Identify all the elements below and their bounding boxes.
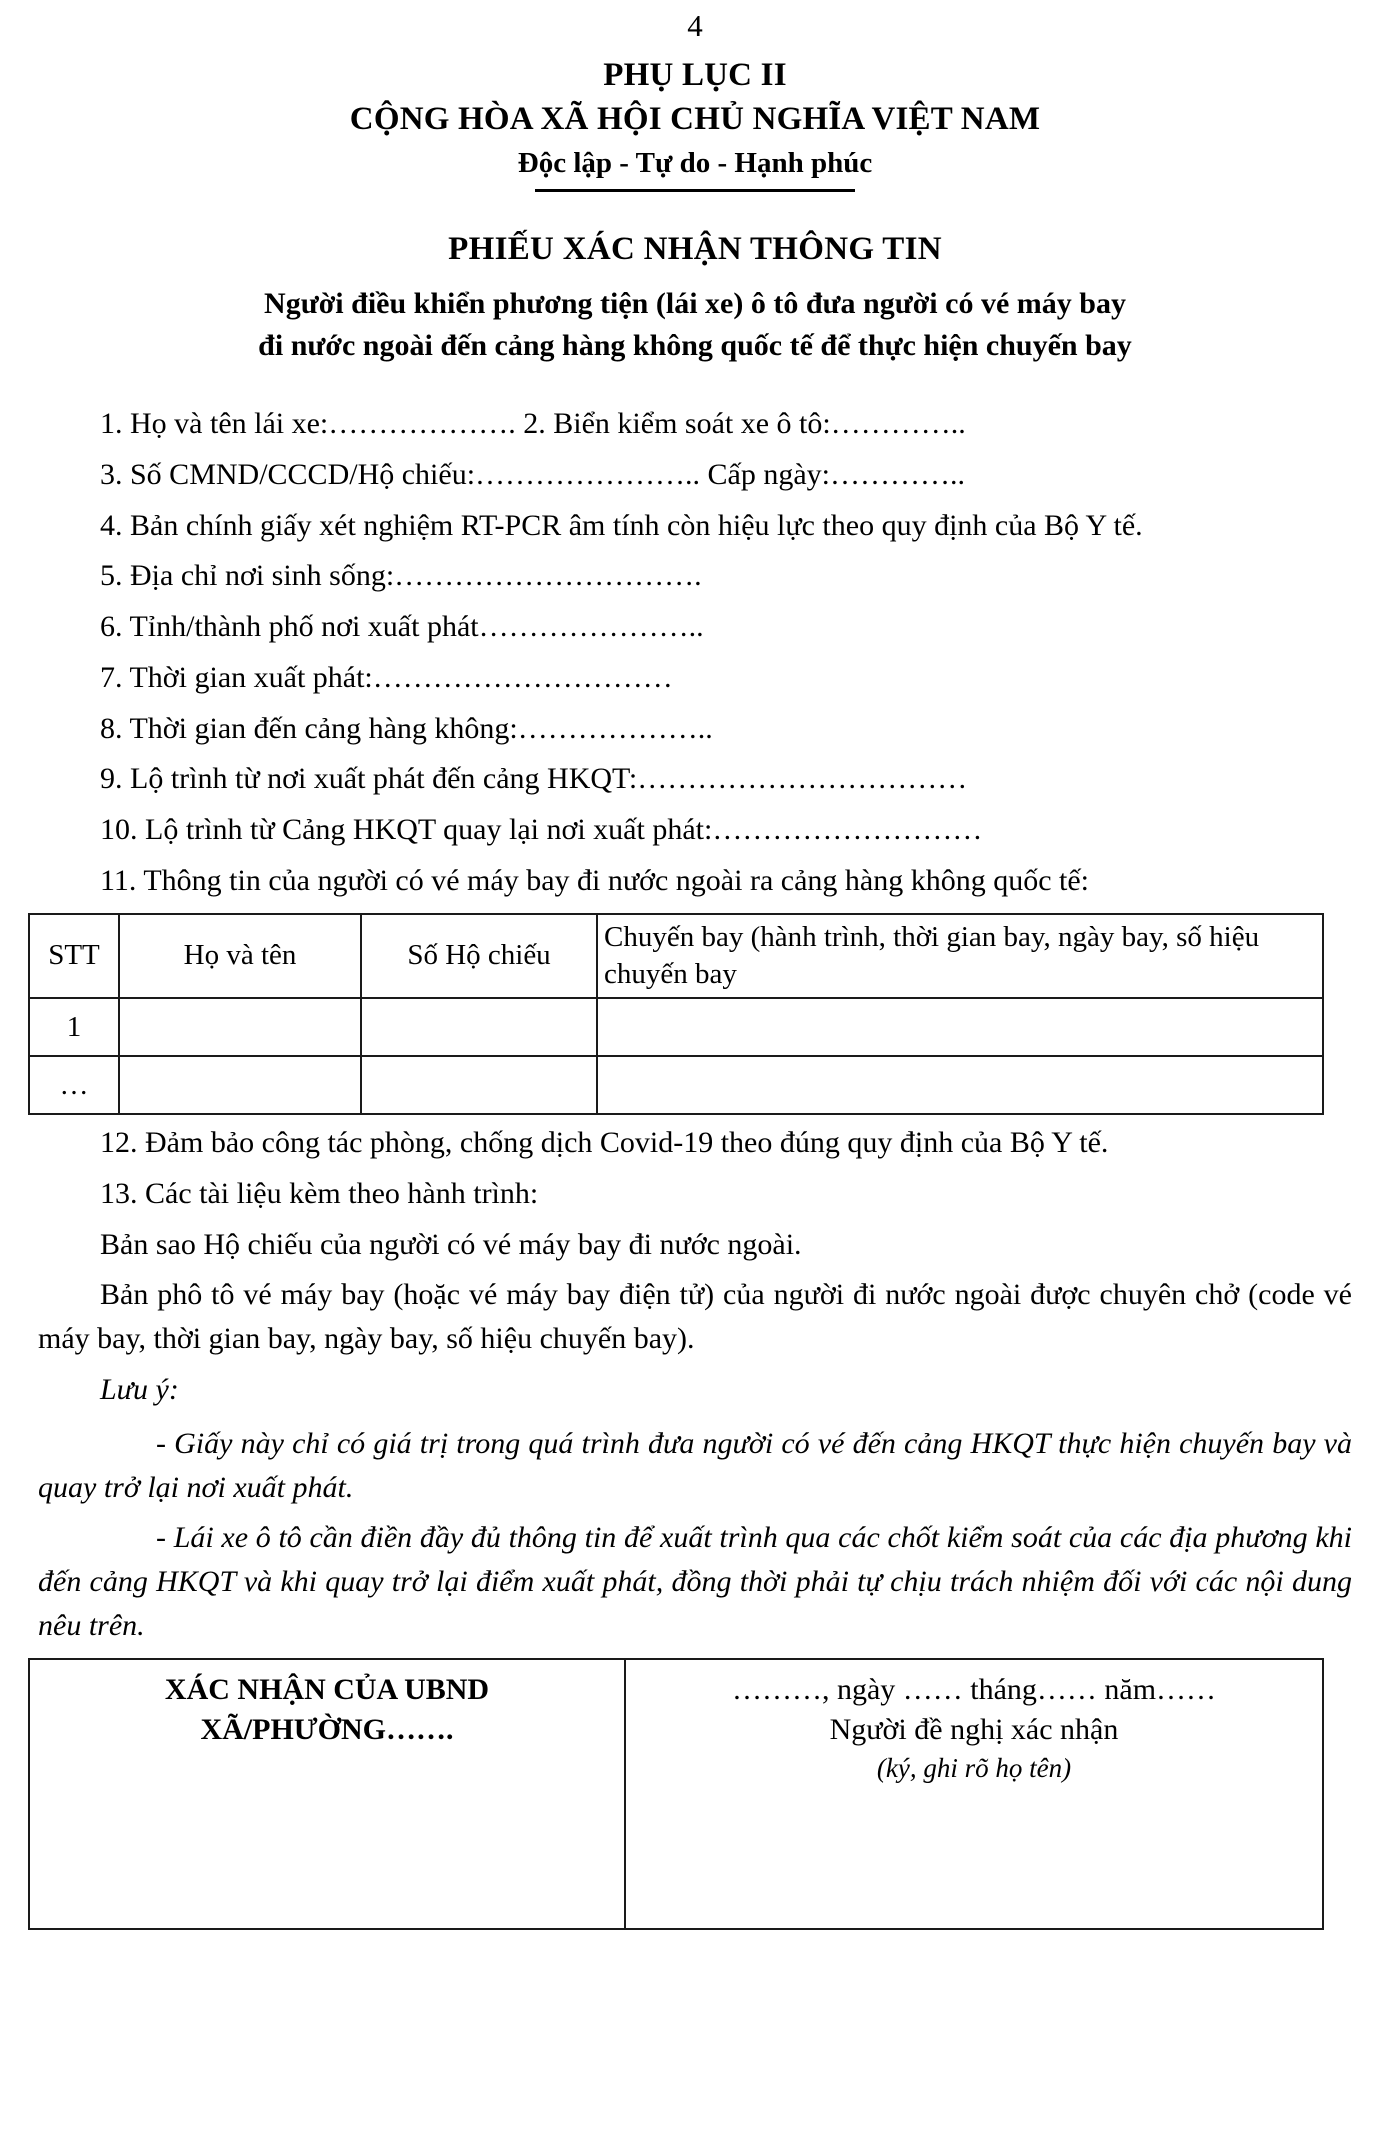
document-subtitle-line-2: đi nước ngoài đến cảng hàng không quốc tế để thực hiện chuyến bay <box>258 329 1132 363</box>
form-item-3: 3. Số CMND/CCCD/Hộ chiếu:………………….. Cấp ngày:………….. <box>100 457 966 491</box>
form-item-8: 8. Thời gian đến cảng hàng không:……………….. <box>100 711 713 745</box>
form-item-10: 10. Lộ trình từ Cảng HKQT quay lại nơi xuất phát:……………………… <box>100 813 983 847</box>
document-subtitle-line-1: Người điều khiển phương tiện (lái xe) ô tô đưa người có vé máy bay <box>264 286 1126 320</box>
form-item-1-2: 1. Họ và tên lái xe:………………. 2. Biển kiểm soát xe ô tô:………….. <box>100 406 966 440</box>
passenger-table <box>28 913 1324 1115</box>
form-item-7: 7. Thời gian xuất phát:………………………… <box>100 660 673 694</box>
form-items-continued <box>0 1121 1390 1361</box>
form-item-9: 9. Lộ trình từ nơi xuất phát đến cảng HKQT:…………………………… <box>100 762 968 796</box>
cell-passport[interactable] <box>361 998 597 1056</box>
cell-flight[interactable] <box>597 1056 1323 1114</box>
cell-stt: 1 <box>29 998 119 1056</box>
table-header-row <box>29 914 1323 998</box>
form-item-13: 13. Các tài liệu kèm theo hành trình: <box>100 1176 539 1210</box>
document-subtitle <box>0 283 1390 368</box>
page-number: 4 <box>687 8 703 43</box>
cell-passport[interactable] <box>361 1056 597 1114</box>
signature-hint: (ký, ghi rõ họ tên) <box>876 1753 1072 1784</box>
notes-section <box>0 1368 1390 1648</box>
document-header <box>0 55 1390 192</box>
motto-divider <box>535 189 855 192</box>
national-title: CỘNG HÒA XÃ HỘI CHỦ NGHĨA VIỆT NAM <box>349 101 1041 138</box>
form-item-13-doc-2: Bản phô tô vé máy bay (hoặc vé máy bay điện tử) của người đi nước ngoài được chuyên chở (code vé máy bay, thời gian bay, ngày bay, số hiệu chuyến bay). <box>38 1278 1352 1356</box>
form-item-13-doc-1: Bản sao Hộ chiếu của người có vé máy bay đi nước ngoài. <box>100 1227 802 1261</box>
cell-flight[interactable] <box>597 998 1323 1056</box>
form-item-4: 4. Bản chính giấy xét nghiệm RT-PCR âm tính còn hiệu lực theo quy định của Bộ Y tế. <box>100 508 1143 542</box>
signature-table <box>28 1658 1324 1930</box>
table-row[interactable] <box>29 998 1323 1056</box>
national-motto: Độc lập - Tự do - Hạnh phúc <box>517 147 873 180</box>
note-item-1: - Giấy này chỉ có giá trị trong quá trình đưa người có vé đến cảng HKQT thực hiện chuyến bay và quay trở lại nơi xuất phát. <box>38 1426 1352 1504</box>
form-item-11: 11. Thông tin của người có vé máy bay đi nước ngoài ra cảng hàng không quốc tế: <box>100 864 1090 898</box>
form-item-12: 12. Đảm bảo công tác phòng, chống dịch Covid-19 theo đúng quy định của Bộ Y tế. <box>100 1126 1109 1160</box>
authority-line-2: XÃ/PHƯỜNG……. <box>200 1713 454 1747</box>
form-item-6: 6. Tỉnh/thành phố nơi xuất phát………………….. <box>100 610 704 644</box>
form-item-5: 5. Địa chỉ nơi sinh sống:…………………………. <box>100 559 702 593</box>
cell-name[interactable] <box>119 1056 361 1114</box>
note-item-2: - Lái xe ô tô cần điền đầy đủ thông tin để xuất trình qua các chốt kiểm soát của các địa phương khi đến cảng HKQT và khi quay trở lại điểm xuất phát, đồng thời phải tự chịu trách nhiệm đối với các nội dung nêu trên. <box>38 1521 1352 1643</box>
table-row[interactable] <box>29 1056 1323 1114</box>
column-header-flight: Chuyến bay (hành trình, thời gian bay, ngày bay, số hiệu chuyến bay <box>597 914 1323 998</box>
appendix-title: PHỤ LỤC II <box>603 57 787 93</box>
cell-stt: … <box>29 1056 119 1114</box>
notes-label: Lưu ý: <box>100 1373 179 1407</box>
signature-row <box>29 1659 1323 1929</box>
column-header-stt: STT <box>29 914 119 998</box>
signature-cell-authority <box>29 1659 625 1929</box>
column-header-name: Họ và tên <box>119 914 361 998</box>
form-items <box>0 402 1390 903</box>
signature-date-line[interactable]: ………, ngày …… tháng…… năm…… <box>731 1672 1217 1706</box>
page-title: PHIẾU XÁC NHẬN THÔNG TIN <box>448 230 942 267</box>
column-header-passport: Số Hộ chiếu <box>361 914 597 998</box>
cell-name[interactable] <box>119 998 361 1056</box>
signature-cell-applicant <box>625 1659 1323 1929</box>
authority-line-1: XÁC NHẬN CỦA UBND <box>164 1672 490 1706</box>
signature-role-label: Người đề nghị xác nhận <box>829 1713 1119 1747</box>
